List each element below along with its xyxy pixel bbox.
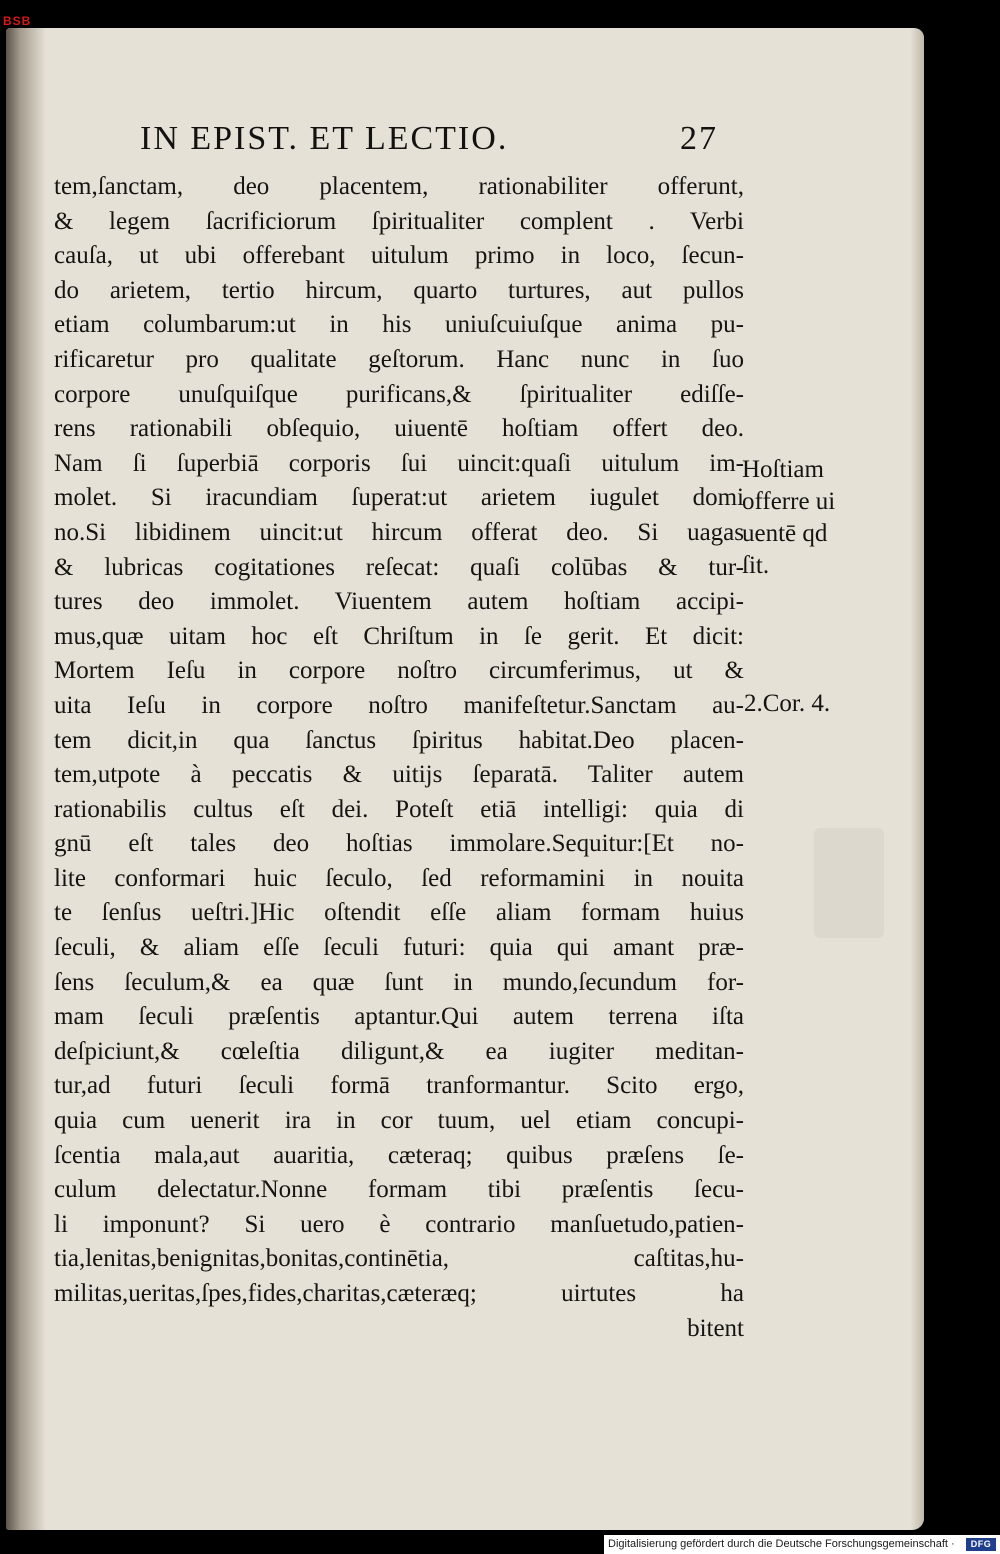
text-line: tem dicit,in qua ſanctus ſpiritus habitat.Deo placen- xyxy=(54,726,744,754)
text-line: tur,ad futuri ſeculi formā tranformantur. Scito ergo, xyxy=(54,1072,744,1100)
text-line: etiam columbarum:ut in his uniuſcuiuſque anima pu- xyxy=(54,311,744,339)
text-line: tures deo immolet. Viuentem autem hoſtiam accipi- xyxy=(54,588,744,616)
text-line: gnū eſt tales deo hoſtias immolare.Sequitur:[Et no- xyxy=(54,830,744,858)
margin-note-reference xyxy=(744,688,874,720)
margin-note-line: Hoſtiam xyxy=(742,456,824,483)
running-head-title: IN EPIST. ET LECTIO. xyxy=(140,120,509,157)
text-line: te ſenſus ueſtri.]Hic oſtendit eſſe aliam formam huius xyxy=(54,899,744,927)
text-line: bitent xyxy=(687,1314,744,1342)
text-line: ſens ſeculum,& ea quæ ſunt in mundo,ſecundum for- xyxy=(54,968,744,996)
text-line: quia cum uenerit ira in cor tuum, uel etiam concupi- xyxy=(54,1107,744,1135)
text-line: culum delectatur.Nonne formam tibi præſentis ſecu- xyxy=(54,1176,744,1204)
text-line: Nam ſi ſuperbiā corporis ſui uincit:quaſi uitulum im- xyxy=(54,449,744,477)
text-line: rationabilis cultus eſt dei. Poteſt etiā intelligi: quia di xyxy=(54,795,744,823)
text-line: & lubricas cogitationes reſecat: quaſi colūbas & tur- xyxy=(54,553,744,581)
text-line: cauſa, ut ubi offerebant uitulum primo in loco, ſecun- xyxy=(54,242,744,270)
text-line: mam ſeculi præſentis aptantur.Qui autem terrena iſta xyxy=(54,1003,744,1031)
footer-credit xyxy=(604,1535,1000,1554)
text-line: tem,utpote à peccatis & uitijs ſeparatā. Taliter autem xyxy=(54,761,744,789)
margin-note-line: ſit. xyxy=(742,552,770,579)
body-text xyxy=(54,170,744,1346)
text-line: li imponunt? Si uero è contrario manſuetudo,patien- xyxy=(54,1210,744,1238)
footer-text: Digitalisierung gefördert durch die Deutsche Forschungsgemeinschaft · xyxy=(608,1538,955,1550)
margin-note-line: 2.Cor. 4. xyxy=(744,690,831,717)
page-number: 27 xyxy=(680,120,718,157)
margin-note-line: uentē qd xyxy=(742,520,828,547)
text-line: no.Si libidinem uincit:ut hircum offerat deo. Si uagas xyxy=(54,518,744,546)
margin-note xyxy=(742,454,872,582)
text-line: rens rationabili obſequio, uiuentē hoſtiam offert deo. xyxy=(54,415,744,443)
text-line: & legem ſacrificiorum ſpiritualiter complent . Verbi xyxy=(54,207,744,235)
text-line: corpore unuſquiſque purificans,& ſpiritualiter ediſſe- xyxy=(54,380,744,408)
text-line: do arietem, tertio hircum, quarto turtures, aut pullos xyxy=(54,276,744,304)
text-line: uita Ieſu in corpore noſtro manifeſtetur.Sanctam au- xyxy=(54,691,744,719)
text-line: tem,ſanctam, deo placentem, rationabiliter offerunt, xyxy=(54,173,744,200)
text-line: molet. Si iracundiam ſuperat:ut arietem iugulet domi xyxy=(54,484,744,512)
show-through-mark xyxy=(814,828,884,938)
text-line: mus,quæ uitam hoc eſt Chriſtum in ſe gerit. Et dicit: xyxy=(54,622,744,650)
text-line: militas,ueritas,ſpes,fides,charitas,cæteræq; uirtutes ha xyxy=(54,1280,744,1307)
book-page xyxy=(6,28,924,1530)
text-line: ſcentia mala,aut auaritia, cæteraq; quibus præſens ſe- xyxy=(54,1141,744,1169)
dfg-logo: DFG xyxy=(966,1538,996,1551)
text-line: rificaretur pro qualitate geſtorum. Hanc nunc in ſuo xyxy=(54,345,744,373)
text-line: deſpiciunt,& cœleſtia diligunt,& ea iugiter meditan- xyxy=(54,1037,744,1065)
text-line: Mortem Ieſu in corpore noſtro circumferimus, ut & xyxy=(54,657,744,685)
text-line: tia,lenitas,benignitas,bonitas,continētia, caſtitas,hu- xyxy=(54,1245,744,1273)
margin-note-line: offerre ui xyxy=(742,488,836,515)
running-head xyxy=(140,120,740,166)
text-line: ſeculi, & aliam eſſe ſeculi futuri: quia qui amant præ- xyxy=(54,934,744,962)
text-line: lite conformari huic ſeculo, ſed reformamini in nouita xyxy=(54,864,744,892)
library-label: BSB xyxy=(3,14,32,28)
